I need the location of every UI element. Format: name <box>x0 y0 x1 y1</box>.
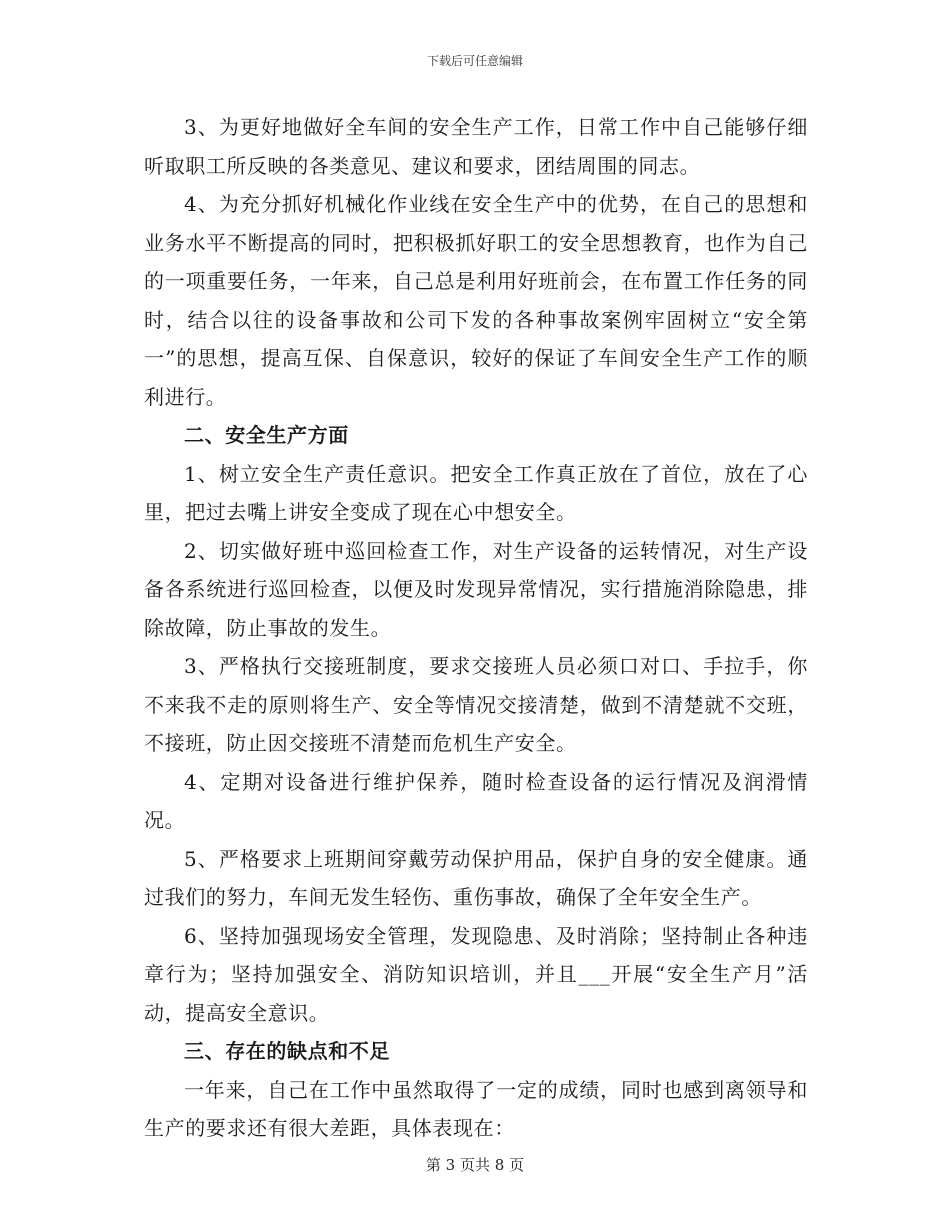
paragraph-item-4: 4、为充分抓好机械化作业线在安全生产中的优势，在自己的思想和业务水平不断提高的同时，把积极抓好职工的安全思想教育，也作为自己的一项重要任务，一年来，自己总是利用好班前会，在布置工作任务的同时，结合以往的设备事故和公司下发的各种事故案例牢固树立“安全第一”的思想，提高互保、自保意识，较好的保证了车间安全生产工作的顺利进行。 <box>144 192 808 409</box>
paragraph-item-3: 3、为更好地做好全车间的安全生产工作，日常工作中自己能够仔细听取职工所反映的各类意见、建议和要求，团结周围的同志。 <box>144 115 808 178</box>
paragraph-safety-4: 4、定期对设备进行维护保养，随时检查设备的运行情况及润滑情况。 <box>144 769 808 832</box>
paragraph-safety-5: 5、严格要求上班期间穿戴劳动保护用品，保护自身的安全健康。通过我们的努力，车间无发生轻伤、重伤事故，确保了全年安全生产。 <box>144 846 808 909</box>
page-header: 下载后可任意编辑 <box>426 54 523 68</box>
section-heading-shortcomings: 三、存在的缺点和不足 <box>184 1039 390 1063</box>
section-heading-safety-production: 二、安全生产方面 <box>184 423 349 447</box>
document-body <box>144 108 808 1148</box>
paragraph-safety-2: 2、切实做好班中巡回检查工作，对生产设备的运转情况，对生产设备各系统进行巡回检查，以便及时发现异常情况，实行措施消除隐患，排除故障，防止事故的发生。 <box>144 538 808 640</box>
paragraph-shortcomings-intro: 一年来，自己在工作中虽然取得了一定的成绩，同时也感到离领导和生产的要求还有很大差距，具体表现在： <box>144 1077 808 1140</box>
paragraph-safety-6: 6、坚持加强现场安全管理，发现隐患、及时消除；坚持制止各种违章行为；坚持加强安全、消防知识培训，并且___开展“安全生产月”活动，提高安全意识。 <box>144 923 808 1025</box>
paragraph-safety-1: 1、树立安全生产责任意识。把安全工作真正放在了首位，放在了心里，把过去嘴上讲安全变成了现在心中想安全。 <box>144 461 808 524</box>
page-number: 第 3 页共 8 页 <box>425 1156 525 1174</box>
paragraph-safety-3: 3、严格执行交接班制度，要求交接班人员必须口对口、手拉手，你不来我不走的原则将生产、安全等情况交接清楚，做到不清楚就不交班，不接班，防止因交接班不清楚而危机生产安全。 <box>144 654 808 755</box>
